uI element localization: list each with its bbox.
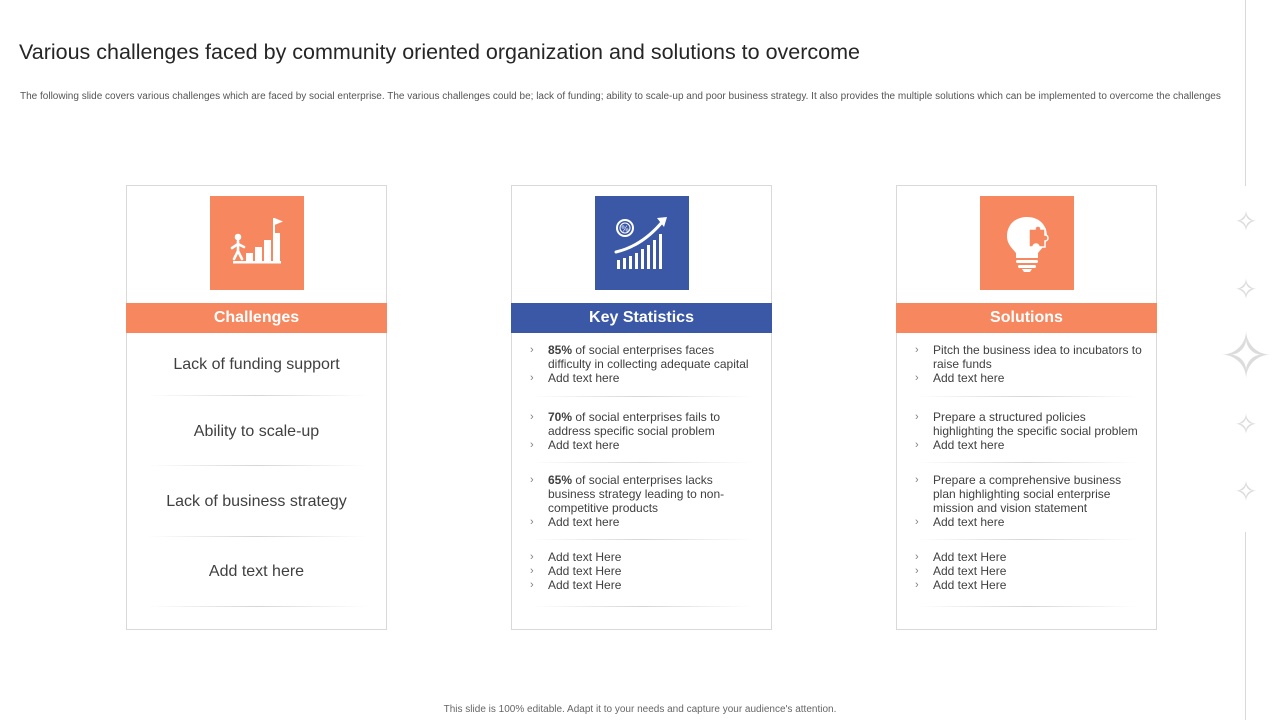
solution-group bbox=[913, 343, 1143, 385]
divider bbox=[917, 396, 1137, 397]
bullet-text: Add text Here bbox=[548, 550, 622, 564]
bullet-item bbox=[913, 564, 1143, 578]
divider bbox=[917, 462, 1137, 463]
bullet-text: Add text here bbox=[933, 515, 1005, 529]
decorative-line bbox=[1245, 0, 1246, 186]
divider bbox=[532, 396, 752, 397]
statistic-percent: 65% bbox=[548, 473, 573, 487]
chevron-right-icon: › bbox=[530, 551, 534, 563]
chevron-right-icon: › bbox=[530, 579, 534, 591]
chevron-right-icon: › bbox=[530, 474, 534, 486]
chevron-right-icon: › bbox=[915, 344, 919, 356]
chevron-right-icon: › bbox=[915, 411, 919, 423]
divider bbox=[147, 606, 367, 607]
challenges-card bbox=[126, 185, 387, 630]
page-subtitle: The following slide covers various challenges which are faced by social enterprise. The various challenges could be; lack of funding; ability to scale-up and poor business strategy. It also provides the multiple solutions which can be implemented to overcome the challenges bbox=[20, 91, 1221, 102]
solution-group bbox=[913, 550, 1143, 592]
chevron-right-icon: › bbox=[915, 579, 919, 591]
lightbulb-puzzle-icon bbox=[980, 196, 1074, 290]
bullet-item bbox=[528, 343, 758, 371]
bullet-item bbox=[528, 578, 758, 592]
challenge-item: Lack of business strategy bbox=[166, 493, 347, 510]
bullet-text: Add text here bbox=[933, 438, 1005, 452]
chevron-right-icon: › bbox=[915, 565, 919, 577]
divider bbox=[917, 539, 1137, 540]
divider bbox=[532, 462, 752, 463]
chevron-right-icon: › bbox=[915, 372, 919, 384]
bullet-item bbox=[528, 550, 758, 564]
divider bbox=[917, 606, 1137, 607]
sparkle-star-icon: ✧ bbox=[1234, 205, 1258, 238]
sparkle-star-icon: ✧ bbox=[1234, 475, 1258, 508]
statistic-group bbox=[528, 410, 758, 452]
chevron-right-icon: › bbox=[915, 439, 919, 451]
page-title: Various challenges faced by community oriented organization and solutions to overcome bbox=[19, 40, 860, 64]
bullet-text: Add text here bbox=[548, 438, 620, 452]
chevron-right-icon: › bbox=[530, 344, 534, 356]
statistic-text: of social enterprises lacks business strategy leading to non-competitive products bbox=[548, 473, 725, 515]
bullet-item bbox=[528, 410, 758, 438]
bullet-text: Prepare a structured policies highlighting the specific social problem bbox=[933, 410, 1138, 438]
bullet-text: Add text here bbox=[548, 371, 620, 385]
bullet-text: Add text here bbox=[548, 515, 620, 529]
bullet-item bbox=[528, 564, 758, 578]
divider bbox=[532, 606, 752, 607]
chevron-right-icon: › bbox=[530, 372, 534, 384]
bullet-item bbox=[913, 515, 1143, 529]
statistic-group bbox=[528, 550, 758, 592]
chevron-right-icon: › bbox=[915, 551, 919, 563]
solutions-header: Solutions bbox=[896, 303, 1157, 333]
chevron-right-icon: › bbox=[530, 439, 534, 451]
bullet-item bbox=[528, 438, 758, 452]
statistic-group bbox=[528, 473, 758, 529]
challenge-item: Ability to scale-up bbox=[193, 423, 320, 440]
growth-chart-icon bbox=[595, 196, 689, 290]
solution-group bbox=[913, 473, 1143, 529]
statistic-group bbox=[528, 343, 758, 385]
bullet-text: Add text Here bbox=[933, 564, 1007, 578]
chevron-right-icon: › bbox=[915, 474, 919, 486]
statistic-text: of social enterprises faces difficulty in collecting adequate capital bbox=[548, 343, 749, 371]
bullet-text: Prepare a comprehensive business plan highlighting social enterprise mission and vision statement bbox=[933, 473, 1122, 515]
divider bbox=[147, 395, 367, 396]
challenge-item: Add text here bbox=[208, 563, 305, 580]
chevron-right-icon: › bbox=[915, 516, 919, 528]
bullet-item bbox=[528, 515, 758, 529]
bullet-text: Add text here bbox=[933, 371, 1005, 385]
bullet-item bbox=[528, 371, 758, 385]
key-statistics-card bbox=[511, 185, 772, 630]
bullet-text: Pitch the business idea to incubators to raise funds bbox=[933, 343, 1142, 371]
bullet-item bbox=[913, 550, 1143, 564]
bullet-text: Add text Here bbox=[933, 550, 1007, 564]
bullet-item bbox=[913, 438, 1143, 452]
key-statistics-header: Key Statistics bbox=[511, 303, 772, 333]
chevron-right-icon: › bbox=[530, 411, 534, 423]
stairs-flag-icon bbox=[210, 196, 304, 290]
decorative-line bbox=[1245, 532, 1246, 720]
sparkle-star-icon: ✧ bbox=[1219, 320, 1273, 394]
bullet-item bbox=[913, 343, 1143, 371]
sparkle-star-icon: ✧ bbox=[1234, 273, 1258, 306]
bullet-item bbox=[528, 473, 758, 515]
sparkle-star-icon: ✧ bbox=[1234, 408, 1258, 441]
challenge-item: Lack of funding support bbox=[173, 356, 340, 373]
bullet-item bbox=[913, 578, 1143, 592]
footer-note: This slide is 100% editable. Adapt it to your needs and capture your audience's attention. bbox=[443, 704, 837, 715]
solutions-card bbox=[896, 185, 1157, 630]
statistic-text: of social enterprises fails to address specific social problem bbox=[548, 410, 721, 438]
svg-text:%: % bbox=[621, 224, 629, 234]
bullet-text: Add text Here bbox=[548, 564, 622, 578]
challenges-header: Challenges bbox=[126, 303, 387, 333]
bullet-item bbox=[913, 410, 1143, 438]
divider bbox=[147, 465, 367, 466]
divider bbox=[147, 536, 367, 537]
bullet-item bbox=[913, 473, 1143, 515]
chevron-right-icon: › bbox=[530, 516, 534, 528]
bullet-text: Add text Here bbox=[933, 578, 1007, 592]
solution-group bbox=[913, 410, 1143, 452]
bullet-text: Add text Here bbox=[548, 578, 622, 592]
divider bbox=[532, 539, 752, 540]
chevron-right-icon: › bbox=[530, 565, 534, 577]
statistic-percent: 70% bbox=[548, 410, 573, 424]
statistic-percent: 85% bbox=[548, 343, 573, 357]
bullet-item bbox=[913, 371, 1143, 385]
